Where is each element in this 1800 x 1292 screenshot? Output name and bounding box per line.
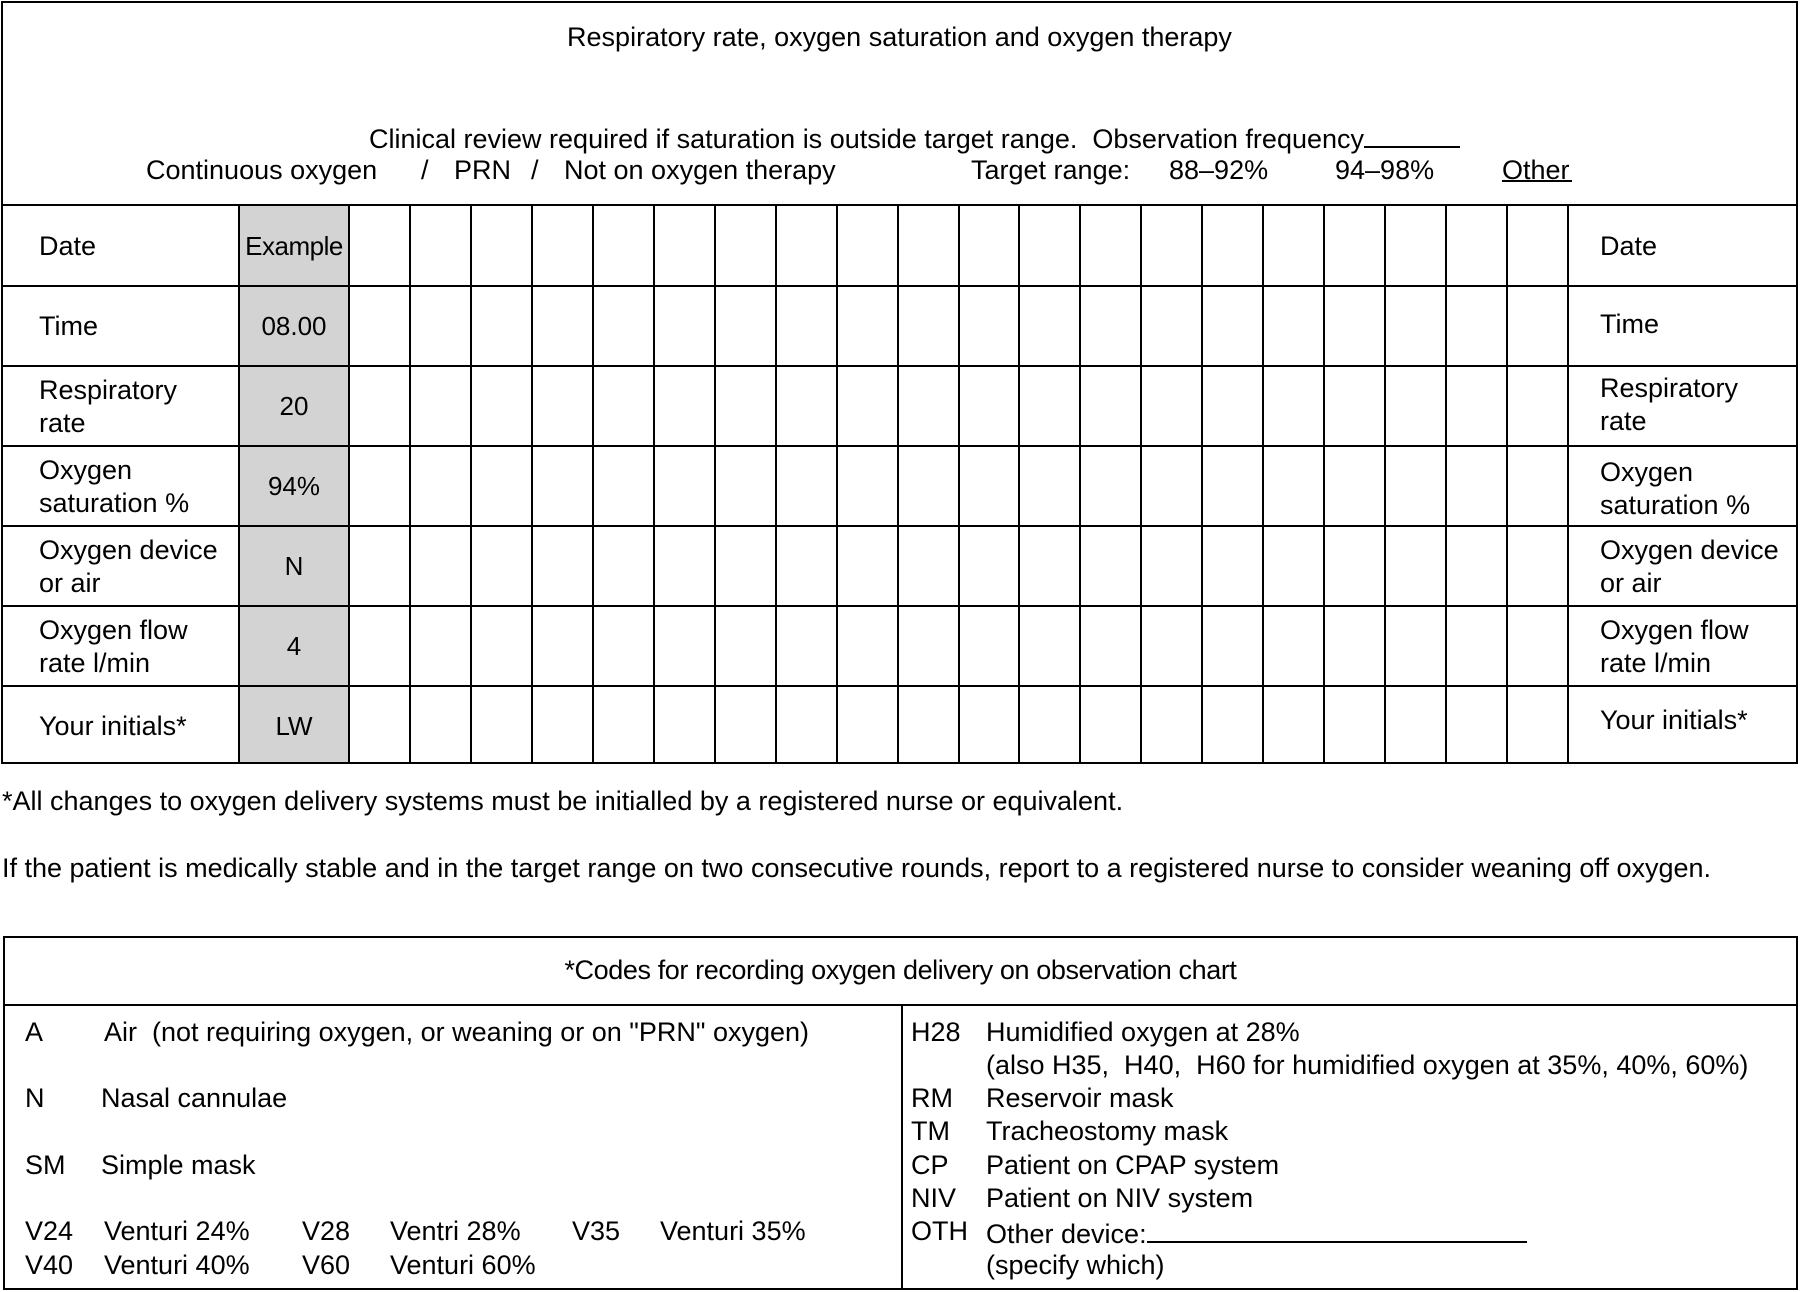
row-label-oxygen-flow-rate: Oxygen flow rate l/min <box>39 615 188 678</box>
chart-title: Respiratory rate, oxygen saturation and oxygen therapy <box>567 22 1232 52</box>
grid-column-line <box>470 206 472 762</box>
observation-frequency-field[interactable] <box>1364 120 1460 148</box>
code-a-desc: Air (not requiring oxygen, or weaning or on "PRN" oxygen) <box>104 1017 810 1047</box>
code-oth: OTH <box>911 1216 968 1246</box>
row-label-respiratory-rate: Respiratory rate <box>39 375 178 438</box>
code-v35-desc: Venturi 35% <box>660 1216 806 1246</box>
grid-column-line <box>1384 206 1386 762</box>
codes-title: *Codes for recording oxygen delivery on observation chart <box>564 955 1237 985</box>
grid-column-line <box>1445 206 1447 762</box>
grid-column-line <box>1140 206 1142 762</box>
code-rm-desc: Reservoir mask <box>986 1083 1174 1113</box>
example-flow-rate: 4 <box>286 631 302 661</box>
code-sm: SM <box>25 1150 66 1180</box>
review-note-text: Clinical review required if saturation is outside target range. Observation frequency <box>369 124 1365 154</box>
weaning-note: If the patient is medically stable and in the target range on two consecutive rounds, report to a registered nurse to consider weaning off oxygen. <box>2 853 1712 883</box>
code-v24: V24 <box>25 1216 74 1246</box>
code-h28-sub: (also H35, H40, H60 for humidified oxygen at 35%, 40%, 60%) <box>986 1050 1749 1080</box>
right-label-initials: Your initials* <box>1600 705 1748 735</box>
code-tm: TM <box>911 1116 950 1146</box>
grid-column-line <box>1262 206 1264 762</box>
code-h28: H28 <box>911 1017 961 1047</box>
example-time: 08.00 <box>261 311 327 341</box>
other-device-field[interactable] <box>1147 1215 1527 1243</box>
grid-column-line <box>1567 206 1569 762</box>
example-respiratory-rate: 20 <box>279 391 309 421</box>
grid-column-line <box>592 206 594 762</box>
example-initials: LW <box>275 711 313 741</box>
separator: / <box>421 155 429 185</box>
code-sm-desc: Simple mask <box>101 1150 256 1180</box>
code-v35: V35 <box>572 1216 621 1246</box>
code-cp-desc: Patient on CPAP system <box>986 1150 1280 1180</box>
code-v28: V28 <box>302 1216 351 1246</box>
observation-grid <box>1 204 1798 764</box>
grid-row-line <box>3 525 1796 527</box>
grid-column-line <box>1079 206 1081 762</box>
code-oth-desc <box>986 1215 1527 1251</box>
grid-column-line <box>1323 206 1325 762</box>
right-label-oxygen-device: Oxygen device or air <box>1600 535 1779 598</box>
right-label-date: Date <box>1600 231 1658 261</box>
grid-column-line <box>531 206 533 762</box>
grid-row-line <box>3 445 1796 447</box>
grid-row-line <box>3 685 1796 687</box>
option-not-on-oxygen[interactable]: Not on oxygen therapy <box>564 155 836 185</box>
example-oxygen-device: N <box>284 551 304 581</box>
grid-column-line <box>958 206 960 762</box>
code-oth-label: Other device: <box>986 1219 1147 1249</box>
code-niv-desc: Patient on NIV system <box>986 1183 1254 1213</box>
grid-column-line <box>836 206 838 762</box>
target-range-label: Target range: <box>971 155 1131 185</box>
code-oth-sub: (specify which) <box>986 1250 1165 1280</box>
other-label: Other <box>1502 155 1570 185</box>
grid-row-line <box>3 285 1796 287</box>
code-tm-desc: Tracheostomy mask <box>986 1116 1229 1146</box>
grid-column-line <box>653 206 655 762</box>
grid-column-line <box>1506 206 1508 762</box>
code-a: A <box>25 1017 44 1047</box>
right-label-time: Time <box>1600 309 1659 339</box>
code-rm: RM <box>911 1083 953 1113</box>
right-label-oxygen-flow-rate: Oxygen flow rate l/min <box>1600 615 1749 678</box>
grid-column-line <box>897 206 899 762</box>
chart-header <box>1 1 1798 205</box>
initialling-note: *All changes to oxygen delivery systems must be initialled by a registered nurse or equivalent. <box>2 786 1124 816</box>
grid-row-line <box>3 365 1796 367</box>
grid-column-line <box>1201 206 1203 762</box>
grid-column-line <box>1018 206 1020 762</box>
grid-column-line <box>775 206 777 762</box>
row-label-oxygen-device: Oxygen device or air <box>39 535 218 598</box>
code-v24-desc: Venturi 24% <box>104 1216 250 1246</box>
grid-row-line <box>3 605 1796 607</box>
row-label-oxygen-saturation: Oxygen saturation % <box>39 455 190 518</box>
oxygen-codes-legend <box>3 936 1798 1290</box>
target-range-88-92[interactable]: 88–92% <box>1169 155 1269 185</box>
right-label-oxygen-saturation: Oxygen saturation % <box>1600 457 1751 520</box>
example-oxygen-saturation: 94% <box>267 471 321 501</box>
code-v40: V40 <box>25 1250 74 1280</box>
code-v40-desc: Venturi 40% <box>104 1250 250 1280</box>
other-blank[interactable] <box>1502 154 1572 182</box>
code-n: N <box>25 1083 45 1113</box>
separator: / <box>531 155 539 185</box>
right-label-respiratory-rate: Respiratory rate <box>1600 373 1739 436</box>
code-v60: V60 <box>302 1250 351 1280</box>
target-range-94-98[interactable]: 94–98% <box>1335 155 1435 185</box>
code-n-desc: Nasal cannulae <box>101 1083 288 1113</box>
code-v28-desc: Ventri 28% <box>390 1216 521 1246</box>
row-label-initials: Your initials* <box>39 711 187 741</box>
option-continuous-oxygen[interactable]: Continuous oxygen <box>146 155 378 185</box>
code-cp: CP <box>911 1150 949 1180</box>
codes-column-divider <box>901 1004 903 1288</box>
code-v60-desc: Venturi 60% <box>390 1250 536 1280</box>
example-header: Example <box>245 231 343 261</box>
therapy-options-row <box>3 154 1796 188</box>
option-prn[interactable]: PRN <box>454 155 512 185</box>
row-label-date: Date <box>39 231 97 261</box>
code-h28-desc: Humidified oxygen at 28% <box>986 1017 1300 1047</box>
code-niv: NIV <box>911 1183 957 1213</box>
grid-column-line <box>409 206 411 762</box>
grid-column-line <box>714 206 716 762</box>
row-label-time: Time <box>39 311 98 341</box>
